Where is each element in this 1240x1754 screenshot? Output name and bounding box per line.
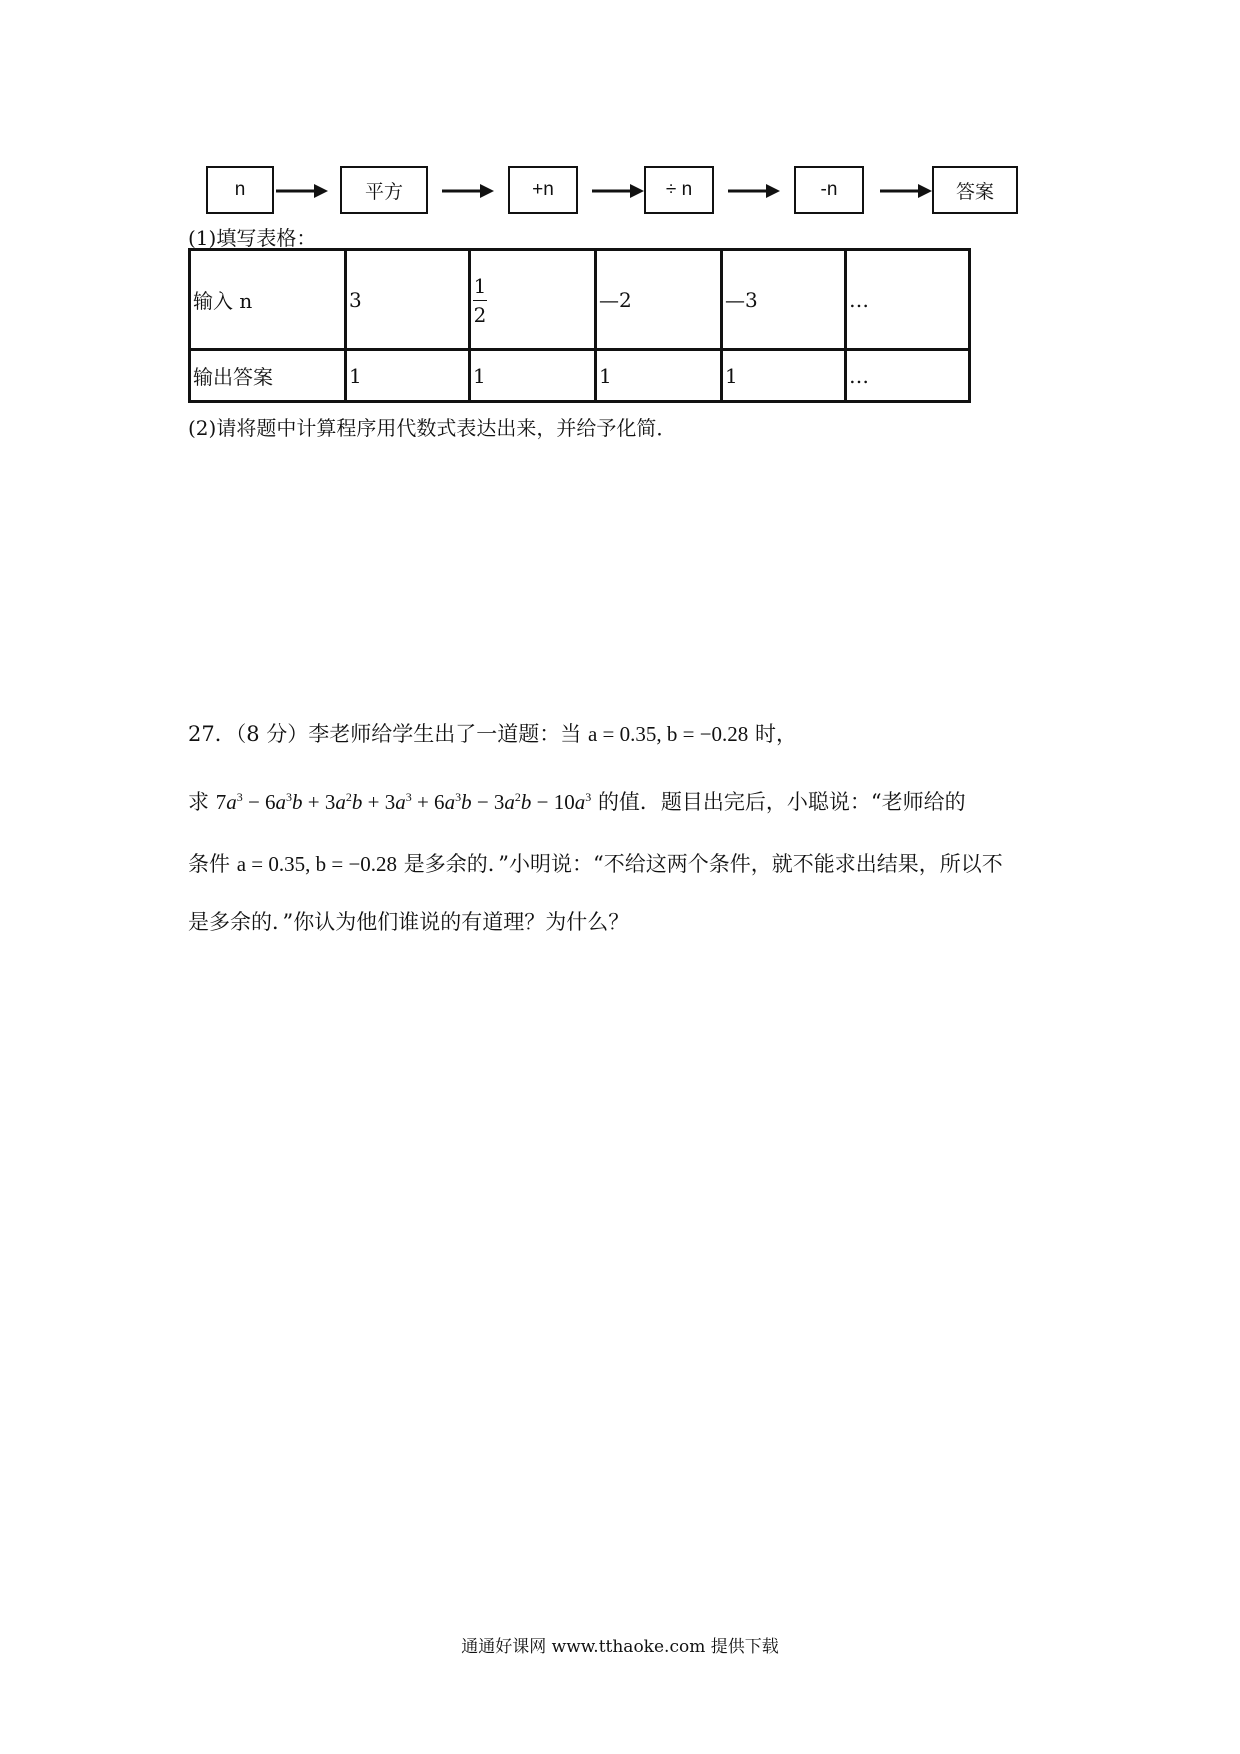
q27-line-4: 是多余的．”你认为他们谁说的有道理？为什么？ bbox=[188, 910, 630, 934]
q27-line2-prefix: 求 bbox=[188, 790, 209, 814]
flow-arrow-2 bbox=[442, 181, 494, 201]
q27-condition-repeat: a = 0.35, b = −0.28 bbox=[236, 852, 398, 876]
flow-box-divide-n: ÷ n bbox=[644, 166, 714, 214]
q27-line-2 bbox=[188, 786, 966, 816]
flow-box-minus-n: -n bbox=[794, 166, 864, 214]
fraction-bar bbox=[473, 300, 487, 301]
footer-source: 通通好课网 www.tthaoke.com 提供下载 bbox=[461, 1637, 779, 1657]
flow-arrow-4 bbox=[728, 181, 780, 201]
flow-arrow-5 bbox=[880, 181, 932, 201]
table-cell: 1 bbox=[470, 350, 596, 402]
table-cell: —2 bbox=[596, 250, 722, 350]
table-cell: … bbox=[846, 350, 970, 402]
part1-label: (1)填写表格： bbox=[188, 226, 317, 250]
q27-expression: $7a^3 - 6a^3b + 3a^2b + 3a^3 + 6a^3b - 3a^2b - 10a^3$ bbox=[215, 790, 592, 814]
q27-condition: a = 0.35, b = −0.28 bbox=[587, 722, 749, 746]
q27-line3-prefix: 条件 bbox=[188, 852, 230, 876]
table-cell: … bbox=[846, 250, 970, 350]
table-cell: 1 bbox=[596, 350, 722, 402]
table-cell: 1 bbox=[722, 350, 846, 402]
fraction-denominator: 2 bbox=[473, 303, 487, 327]
q27-line1-prefix: 27．（8 分）李老师给学生出了一道题：当 bbox=[188, 722, 582, 746]
table-cell: —3 bbox=[722, 250, 846, 350]
part2-label: (2)请将题中计算程序用代数式表达出来，并给予化简． bbox=[188, 416, 677, 440]
q27-line3-suffix: 是多余的．”小明说：“不给这两个条件，就不能求出结果，所以不 bbox=[403, 852, 1003, 876]
table-cell-fraction bbox=[470, 250, 596, 350]
table-row-output bbox=[190, 350, 970, 402]
flow-arrow-1 bbox=[276, 181, 328, 201]
table-row-input bbox=[190, 250, 970, 350]
fill-table bbox=[188, 248, 971, 403]
flow-box-n: n bbox=[206, 166, 274, 214]
q27-line-3 bbox=[188, 848, 1003, 878]
flow-box-square: 平方 bbox=[340, 166, 428, 214]
flowchart bbox=[0, 166, 1240, 216]
table-cell: 3 bbox=[346, 250, 470, 350]
table-cell: 1 bbox=[346, 350, 470, 402]
fraction-numerator: 1 bbox=[473, 274, 487, 298]
table-row-label: 输入 n bbox=[190, 250, 346, 350]
q27-line2-suffix: 的值．题目出完后，小聪说：“老师给的 bbox=[597, 790, 966, 814]
table-row-label: 输出答案 bbox=[190, 350, 346, 402]
flow-box-plus-n: +n bbox=[508, 166, 578, 214]
flow-box-answer: 答案 bbox=[932, 166, 1018, 214]
fraction-one-half bbox=[473, 276, 487, 325]
q27-line-1 bbox=[188, 718, 797, 748]
q27-line1-suffix: 时， bbox=[755, 722, 797, 746]
flow-arrow-3 bbox=[592, 181, 644, 201]
